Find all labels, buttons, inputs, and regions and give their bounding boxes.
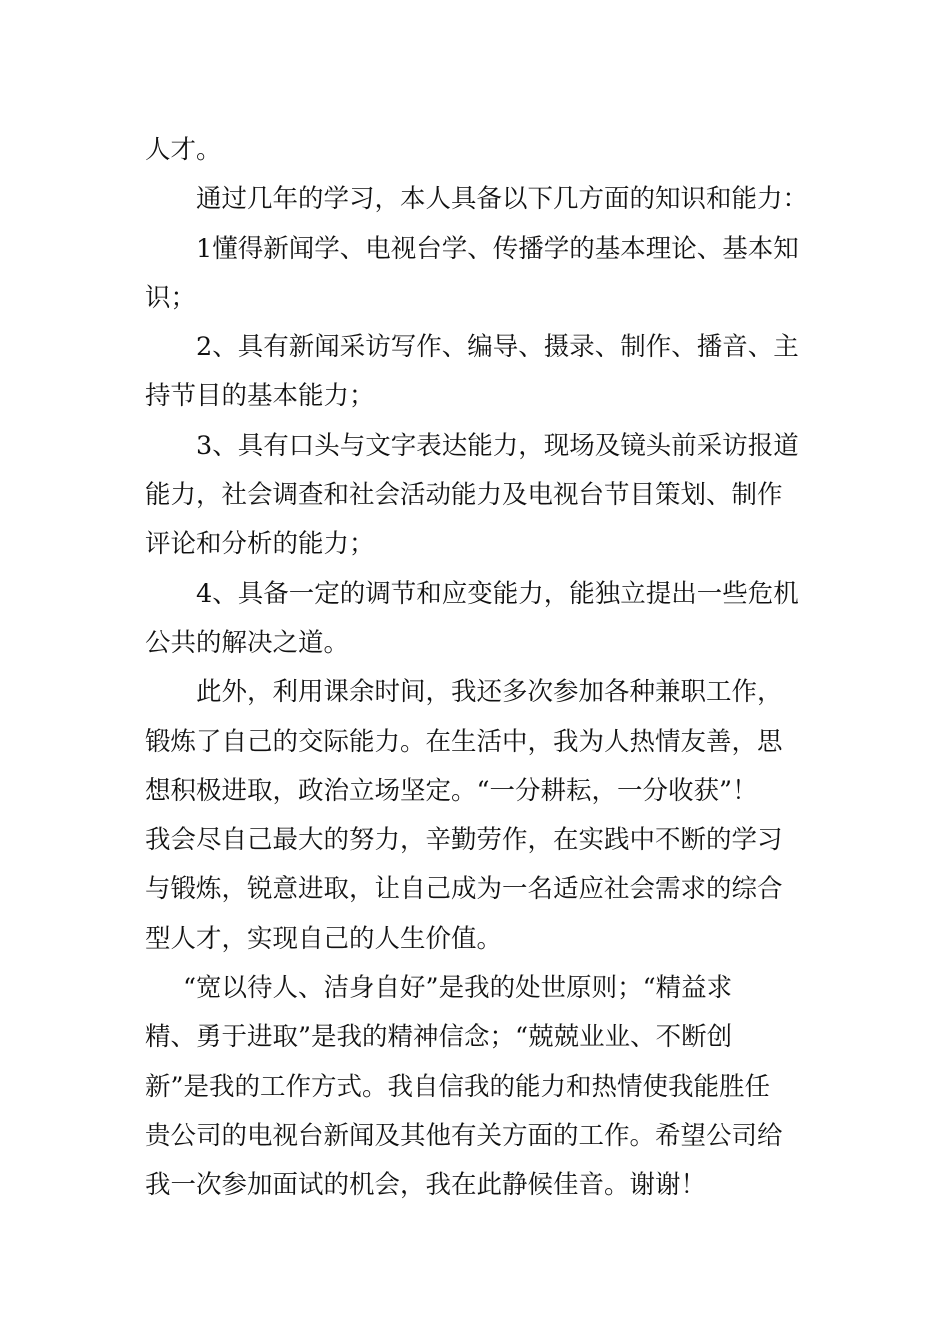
text-line: 评论和分析的能力； <box>145 529 375 560</box>
text-line: 能力，社会调查和社会活动能力及电视台节目策划、制作 <box>145 480 783 511</box>
text-line: 识； <box>145 282 197 313</box>
text-line: 贵公司的电视台新闻及其他有关方面的工作。希望公司给 <box>145 1120 783 1151</box>
text-line: 此外，利用课余时间，我还多次参加各种兼职工作， <box>196 677 783 708</box>
text-line: 公共的解决之道。 <box>145 627 350 658</box>
text-line: 型人才，实现自己的人生价值。 <box>145 923 503 954</box>
text-line: 我一次参加面试的机会，我在此静候佳音。谢谢！ <box>145 1170 707 1201</box>
text-line: 2、具有新闻采访写作、编导、摄录、制作、播音、主 <box>196 332 799 363</box>
text-line: 人才。 <box>145 135 222 165</box>
text-line: 与锻炼，锐意进取，让自己成为一名适应社会需求的综合 <box>145 874 783 905</box>
text-line: 精、勇于进取”是我的精神信念；“兢兢业业、不断创 <box>145 1022 733 1053</box>
text-line: 想积极进取，政治立场坚定。“一分耕耘，一分收获”！ <box>145 775 758 806</box>
text-line: 锻炼了自己的交际能力。在生活中，我为人热情友善，思 <box>145 726 783 757</box>
text-line: 通过几年的学习，本人具备以下几方面的知识和能力： <box>196 184 809 215</box>
text-line: 3、具有口头与文字表达能力，现场及镜头前采访报道 <box>196 430 799 461</box>
text-line: 持节目的基本能力； <box>145 381 375 412</box>
body-text <box>145 126 810 1211</box>
text-line: “宽以待人、洁身自好”是我的处世原则；“精益求 <box>183 973 733 1004</box>
text-line: 新”是我的工作方式。我自信我的能力和热情使我能胜任 <box>145 1071 771 1102</box>
text-line: 我会尽自己最大的努力，辛勤劳作，在实践中不断的学习 <box>145 825 783 856</box>
text-line: 4、具备一定的调节和应变能力，能独立提出一些危机 <box>196 578 799 609</box>
text-line: 1懂得新闻学、电视台学、传播学的基本理论、基本知 <box>196 233 799 264</box>
